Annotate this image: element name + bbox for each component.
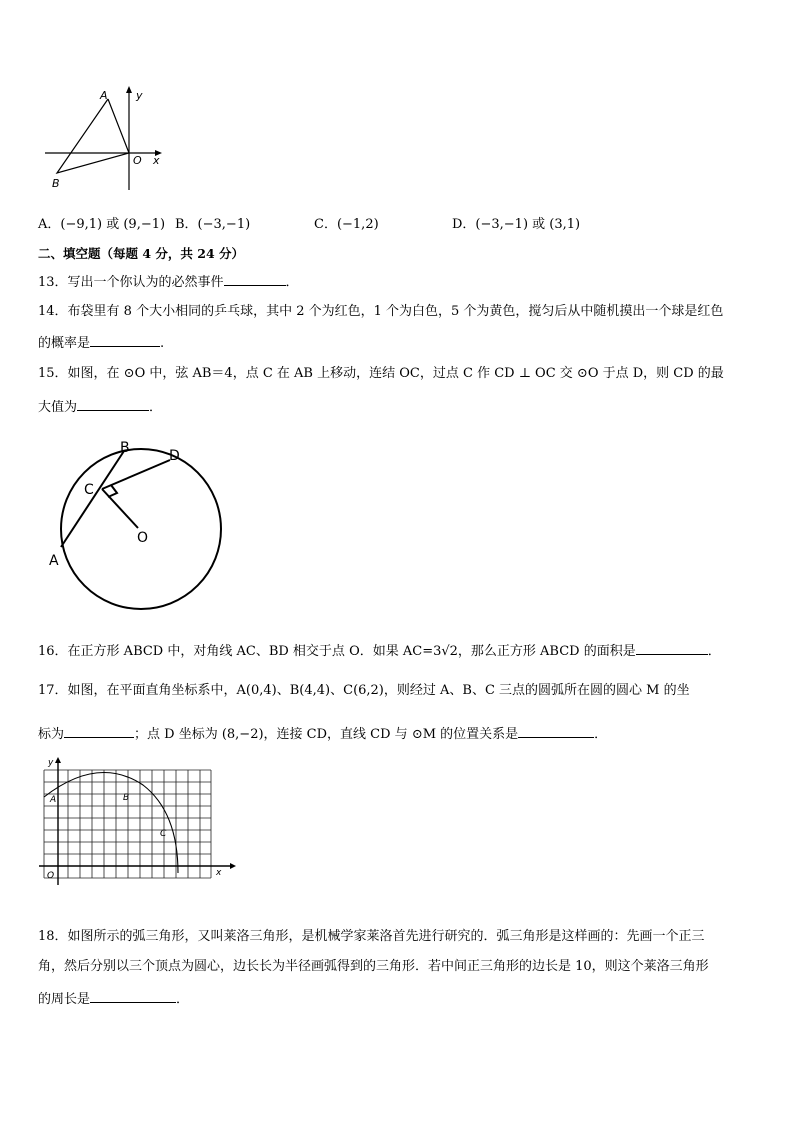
label-B: B	[52, 177, 60, 190]
label-x: x	[153, 154, 160, 167]
label-O: O	[133, 154, 142, 167]
label-A: A	[50, 795, 57, 805]
option-d: D．(−3,−1) 或 (3,1)	[452, 217, 581, 232]
label-x: x	[216, 868, 222, 878]
q17-end: ．	[594, 727, 608, 742]
option-b: B．(−3,−1)	[175, 217, 251, 232]
label-O: O	[137, 530, 149, 546]
label-y: y	[136, 89, 143, 102]
q17-answer-blank-1[interactable]	[64, 724, 134, 738]
label-O: O	[47, 871, 55, 881]
q18-end: ．	[176, 992, 190, 1007]
q13-answer-blank[interactable]	[224, 272, 286, 286]
q13-text: 13．写出一个你认为的必然事件	[38, 275, 224, 290]
x-axis-arrow	[230, 863, 236, 869]
label-D: D	[169, 448, 180, 464]
question-15-line1: 15．如图，在 ⊙O 中，弦 AB＝4，点 C 在 AB 上移动，连结 OC，过点 C 作 CD ⊥ OC 交 ⊙O 于点 D，则 CD 的最	[38, 366, 724, 381]
circle-chord-figure	[40, 432, 240, 617]
segment-CD	[102, 460, 170, 489]
question-18-line1: 18．如图所示的弧三角形，又叫莱洛三角形，是机械学家莱洛首先进行研究的．弧三角形是这样画的：先画一个正三	[38, 929, 705, 944]
y-axis-arrow	[126, 86, 132, 93]
q14-end: .	[160, 336, 165, 351]
q13-end: ．	[285, 275, 299, 290]
grid-lines	[44, 770, 211, 878]
label-A: A	[49, 553, 59, 569]
q18-answer-blank[interactable]	[90, 989, 176, 1003]
q18-text3: 的周长是	[38, 992, 91, 1007]
question-15-line2	[38, 397, 162, 416]
question-14-line2	[38, 333, 164, 352]
question-18-line3	[38, 989, 189, 1008]
label-C: C	[160, 829, 167, 839]
label-y: y	[48, 758, 54, 768]
q17-text2b: ；点 D 坐标为 (8,−2)，连接 CD，直线 CD 与 ⊙M 的位置关系是	[134, 727, 519, 742]
q14-text2: 的概率是	[38, 336, 91, 351]
option-c: C．(−1,2)	[314, 217, 379, 232]
q15-text2: 大值为	[38, 400, 78, 415]
q14-answer-blank[interactable]	[90, 333, 160, 347]
section-title: 二、填空题（每题 4 分，共 24 分）	[38, 246, 245, 261]
question-17-line1: 17．如图，在平面直角坐标系中，A(0,4)、B(4,4)、C(6,2)，则经过 A、B、C 三点的圆弧所在圆的圆心 M 的坐	[38, 683, 690, 698]
label-B: B	[123, 793, 130, 803]
question-18-line2: 角，然后分别以三个顶点为圆心，边长长为半径画弧得到的三角形．若中间正三角形的边长是 10，则这个莱洛三角形	[38, 959, 709, 974]
triangle-axes-figure	[40, 85, 170, 200]
arc-ABC	[44, 773, 178, 874]
q17-text2a: 标为	[38, 727, 65, 742]
label-A: A	[100, 89, 108, 102]
segment-OC	[102, 489, 138, 528]
question-17-line2	[38, 724, 607, 743]
label-B: B	[120, 440, 130, 456]
y-axis-arrow	[55, 757, 61, 763]
q16-answer-blank[interactable]	[636, 641, 708, 655]
q15-end: ．	[149, 400, 163, 415]
q17-answer-blank-2[interactable]	[518, 724, 594, 738]
q15-answer-blank[interactable]	[77, 397, 149, 411]
label-C: C	[84, 482, 94, 498]
question-16	[38, 641, 721, 660]
triangle-AOB	[57, 99, 129, 173]
option-a: A．(−9,1) 或 (9,−1)	[38, 217, 166, 232]
grid-arc-figure	[38, 757, 238, 887]
question-13	[38, 272, 299, 291]
question-14-line1: 14．布袋里有 8 个大小相同的乒乓球，其中 2 个为红色，1 个为白色，5 个为黄色，搅匀后从中随机摸出一个球是红色	[38, 304, 724, 319]
q16-end: ．	[707, 644, 721, 659]
q16-text: 16．在正方形 ABCD 中，对角线 AC、BD 相交于点 O．如果 AC=3√2，那么正方形 ABCD 的面积是	[38, 644, 636, 659]
